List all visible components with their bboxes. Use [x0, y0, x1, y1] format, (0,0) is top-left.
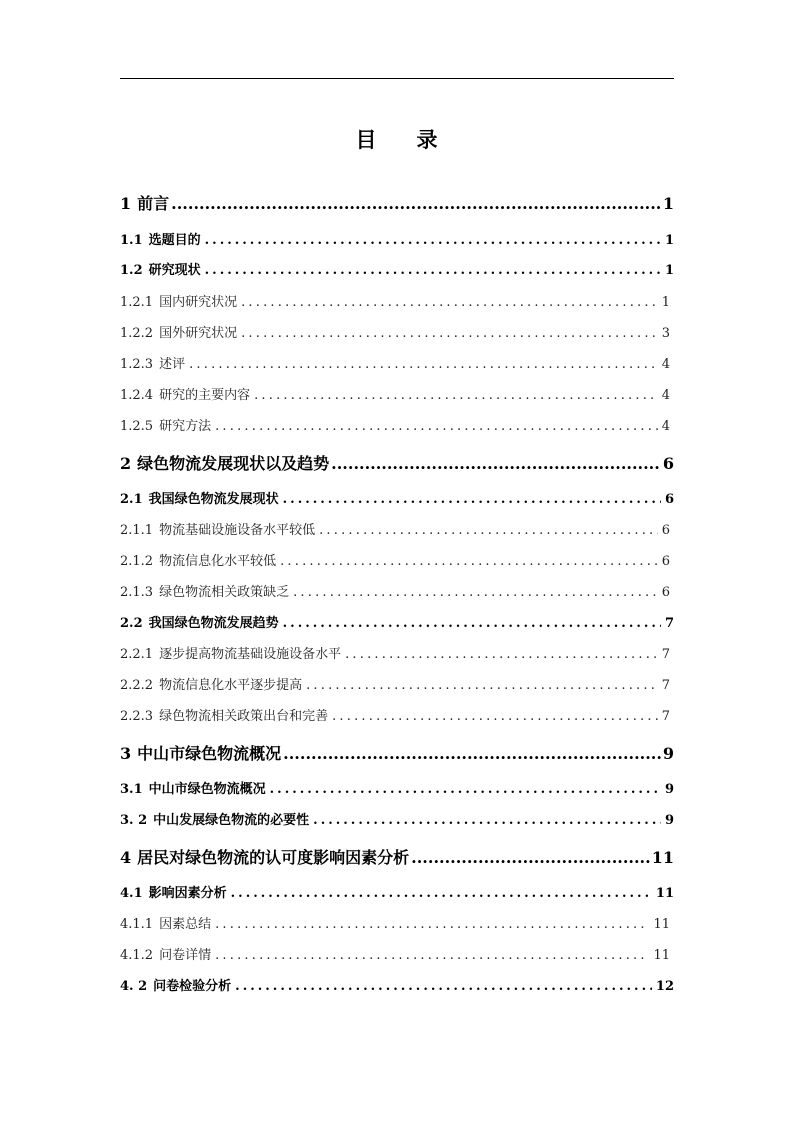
- toc-entry-text: 中山市绿色物流概况: [137, 744, 282, 763]
- toc-leader-dots: [231, 886, 652, 901]
- toc-leader-dots: [283, 744, 661, 763]
- toc-leader-dots: [280, 554, 658, 569]
- toc-entry-level1[interactable]: [120, 191, 674, 214]
- toc-leader-dots: [283, 616, 661, 631]
- toc-entry-text: 影响因素分析: [148, 886, 227, 901]
- toc-entry-page: 1: [664, 263, 674, 278]
- toc-leader-dots: [345, 647, 658, 662]
- toc-entry-level3[interactable]: [120, 519, 674, 538]
- toc-title: [0, 124, 793, 154]
- toc-entry-level3[interactable]: [120, 944, 674, 963]
- toc-entry-page: 11: [651, 848, 674, 867]
- toc-entry-page: 1: [661, 295, 670, 310]
- toc-leader-dots: [171, 194, 661, 213]
- toc-entry-text: 物流信息化水平逐步提高: [159, 678, 303, 693]
- toc-leader-dots: [319, 523, 658, 538]
- toc-entry-number: 4. 2: [120, 979, 148, 994]
- toc-entry-page: 4: [661, 357, 670, 372]
- toc-leader-dots: [270, 782, 661, 797]
- toc-entry-level2[interactable]: [120, 882, 674, 901]
- toc-leader-dots: [313, 813, 661, 828]
- toc-entry-level3[interactable]: [120, 291, 674, 310]
- toc-entry-page: 7: [661, 709, 670, 724]
- toc-leader-dots: [241, 295, 658, 310]
- toc-entry-level3[interactable]: [120, 415, 674, 434]
- toc-entry-level1[interactable]: [120, 451, 674, 474]
- toc-entry-text: 研究的主要内容: [159, 388, 251, 403]
- toc-entry-page: 6: [661, 554, 670, 569]
- toc-entry-level2[interactable]: [120, 809, 674, 828]
- toc-leader-dots: [205, 263, 661, 278]
- toc-entry-level2[interactable]: [120, 975, 674, 994]
- toc-entry-page: 3: [661, 326, 670, 341]
- toc-entry-number: 2.1.2: [120, 554, 154, 569]
- toc-entry-number: 2.2.3: [120, 709, 154, 724]
- toc-entry-level3[interactable]: [120, 550, 674, 569]
- toc-entry-text: 我国绿色物流发展趋势: [148, 616, 279, 631]
- toc-leader-dots: [332, 709, 658, 724]
- toc-entry-number: 4.1.2: [120, 948, 154, 963]
- toc-leader-dots: [235, 979, 652, 994]
- toc-entry-number: 1.2.1: [120, 295, 154, 310]
- toc-entry-level2[interactable]: [120, 612, 674, 631]
- toc-entry-level2[interactable]: [120, 488, 674, 507]
- toc-entry-number: 2.1.3: [120, 585, 154, 600]
- toc-entry-page: 1: [664, 233, 674, 248]
- toc-entry-number: 4: [120, 848, 132, 867]
- toc-entry-text: 国外研究状况: [159, 326, 238, 341]
- toc-entry-level1[interactable]: [120, 845, 674, 868]
- toc-entry-page: 1: [662, 194, 674, 213]
- toc-entry-number: 1.2.2: [120, 326, 154, 341]
- toc-entry-text: 研究方法: [159, 419, 212, 434]
- toc-leader-dots: [331, 454, 661, 473]
- toc-entry-level3[interactable]: [120, 674, 674, 693]
- toc-entry-number: 1.2.3: [120, 357, 154, 372]
- toc-entry-text: 中山市绿色物流概况: [148, 782, 266, 797]
- toc-leader-dots: [241, 326, 658, 341]
- toc-leader-dots: [306, 678, 658, 693]
- toc-entry-text: 问卷详情: [159, 948, 212, 963]
- toc-entry-number: 4.1.1: [120, 917, 154, 932]
- toc-entry-number: 1.1: [120, 233, 143, 248]
- toc-entry-number: 1.2.5: [120, 419, 154, 434]
- toc-entry-text: 因素总结: [159, 917, 212, 932]
- toc-entry-page: 7: [661, 647, 670, 662]
- toc-leader-dots: [254, 388, 658, 403]
- toc-entry-level3[interactable]: [120, 705, 674, 724]
- toc-entry-level3[interactable]: [120, 581, 674, 600]
- toc-entry-text: 绿色物流发展现状以及趋势: [137, 454, 330, 473]
- toc-entry-level2[interactable]: [120, 259, 674, 278]
- toc-entry-page: 4: [661, 388, 670, 403]
- toc-entry-number: 1.2.4: [120, 388, 154, 403]
- toc-leader-dots: [215, 948, 649, 963]
- toc-leader-dots: [411, 848, 650, 867]
- toc-entry-text: 绿色物流相关政策缺乏: [159, 585, 290, 600]
- toc-entry-page: 11: [653, 917, 670, 932]
- toc-entry-level3[interactable]: [120, 353, 674, 372]
- toc-entry-text: 逐步提高物流基础设施设备水平: [159, 647, 342, 662]
- toc-entry-number: 4.1: [120, 886, 143, 901]
- toc-entry-text: 居民对绿色物流的认可度影响因素分析: [137, 848, 410, 867]
- toc-entry-text: 问卷检验分析: [153, 979, 232, 994]
- toc-entry-level3[interactable]: [120, 643, 674, 662]
- toc-entry-text: 绿色物流相关政策出台和完善: [159, 709, 329, 724]
- toc-entry-level2[interactable]: [120, 229, 674, 248]
- toc-entry-text: 国内研究状况: [159, 295, 238, 310]
- toc-entry-text: 中山发展绿色物流的必要性: [153, 813, 310, 828]
- toc-entry-page: 9: [664, 782, 674, 797]
- toc-entry-text: 前言: [137, 194, 170, 213]
- toc-entry-level3[interactable]: [120, 384, 674, 403]
- toc-entry-page: 6: [661, 523, 670, 538]
- toc-title-part2: 录: [416, 127, 438, 152]
- toc-entry-page: 11: [653, 948, 670, 963]
- toc-leader-dots: [189, 357, 658, 372]
- toc-entry-level3[interactable]: [120, 322, 674, 341]
- header-rule: [120, 78, 674, 79]
- toc-entry-page: 7: [661, 678, 670, 693]
- toc-entry-number: 3.1: [120, 782, 143, 797]
- toc-entry-text: 述评: [159, 357, 186, 372]
- toc-leader-dots: [205, 233, 661, 248]
- toc-entry-number: 2.2.2: [120, 678, 154, 693]
- toc-entry-level3[interactable]: [120, 913, 674, 932]
- toc-entry-number: 1.2: [120, 263, 143, 278]
- toc-entry-page: 6: [662, 454, 674, 473]
- toc-entry-page: 12: [655, 979, 674, 994]
- toc-entry-level1[interactable]: [120, 741, 674, 764]
- toc-leader-dots: [215, 419, 658, 434]
- toc-entry-page: 7: [664, 616, 674, 631]
- toc-entry-page: 9: [664, 813, 674, 828]
- toc-entry-number: 2.2: [120, 616, 143, 631]
- toc-title-part1: 目: [355, 127, 377, 152]
- toc-leader-dots: [215, 917, 649, 932]
- toc-entry-page: 6: [664, 492, 674, 507]
- toc-entry-page: 9: [662, 744, 674, 763]
- toc-entry-number: 3: [120, 744, 132, 763]
- toc-entry-number: 1: [120, 194, 132, 213]
- toc-entry-text: 物流信息化水平较低: [159, 554, 277, 569]
- toc-entry-number: 2.1.1: [120, 523, 154, 538]
- toc-entry-level2[interactable]: [120, 778, 674, 797]
- toc-leader-dots: [283, 492, 661, 507]
- toc-entry-number: 2.2.1: [120, 647, 154, 662]
- toc-entry-page: 4: [661, 419, 670, 434]
- toc-entry-number: 3. 2: [120, 813, 148, 828]
- toc-entry-page: 6: [661, 585, 670, 600]
- toc-entry-text: 选题目的: [148, 233, 201, 248]
- toc-entry-number: 2: [120, 454, 132, 473]
- toc-entry-page: 11: [655, 886, 674, 901]
- toc-entry-text: 我国绿色物流发展现状: [148, 492, 279, 507]
- toc-entry-number: 2.1: [120, 492, 143, 507]
- toc-entry-text: 研究现状: [148, 263, 201, 278]
- toc-leader-dots: [293, 585, 658, 600]
- toc-entry-text: 物流基础设施设备水平较低: [159, 523, 316, 538]
